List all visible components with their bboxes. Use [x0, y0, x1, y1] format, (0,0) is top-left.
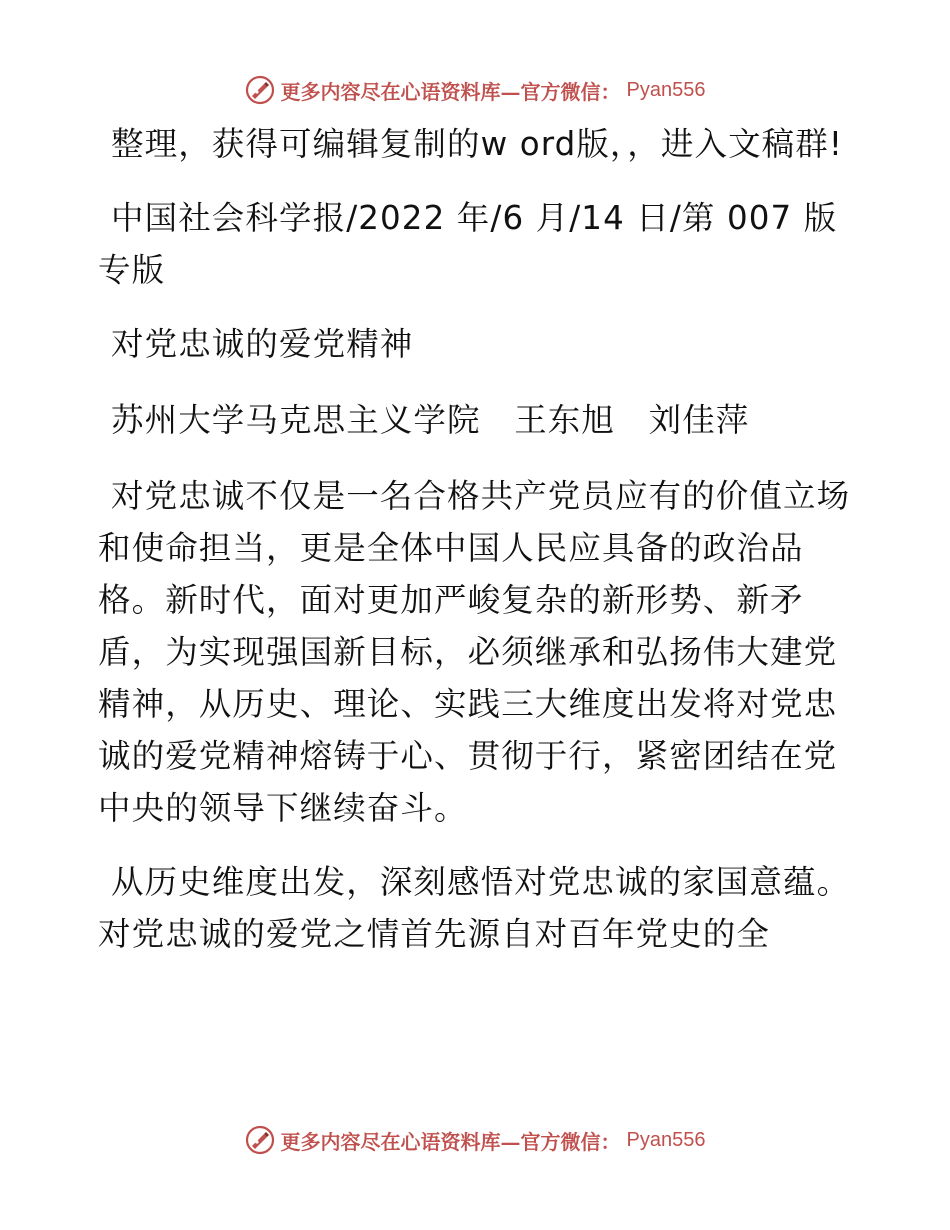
watermark-wechat-id: Pyan556: [626, 1128, 706, 1151]
footer-watermark-banner: [0, 1120, 950, 1160]
source-line: 中国社会科学报/2022 年/6 月/14 日/第 007 版 专版: [98, 199, 838, 289]
watermark-text: 更多内容尽在心语资料库—官方微信：: [280, 1129, 621, 1154]
article-title: 对党忠诚的爱党精神: [111, 325, 414, 363]
watermark-text: 更多内容尽在心语资料库—官方微信：: [280, 79, 621, 104]
pen-logo-icon: [245, 75, 275, 105]
document-body: [98, 118, 858, 982]
body-paragraph: 从历史维度出发，深刻感悟对党忠诚的家国意蕴。对党忠诚的爱党之情首先源自对百年党史的全: [98, 863, 851, 953]
header-watermark-banner: [0, 70, 950, 110]
body-paragraph: 对党忠诚不仅是一名合格共产党员应有的价值立场和使命担当，更是全体中国人民应具备的政治品格。新时代，面对更加严峻复杂的新形势、新矛盾，为实现强国新目标，必须继承和弘扬伟大建党精神，从历史、理论、实践三大维度出发将对党忠诚的爱党精神熔铸于心、贯彻于行，紧密团结在党中央的领导下继续奋斗。: [98, 477, 851, 827]
watermark-wechat-id: Pyan556: [626, 78, 706, 101]
intro-line: 整理，获得可编辑复制的w ord版，，进入文稿群!: [111, 125, 843, 163]
article-authors: 苏州大学马克思主义学院 王东旭 刘佳萍: [111, 401, 750, 439]
pen-logo-icon: [245, 1125, 275, 1155]
